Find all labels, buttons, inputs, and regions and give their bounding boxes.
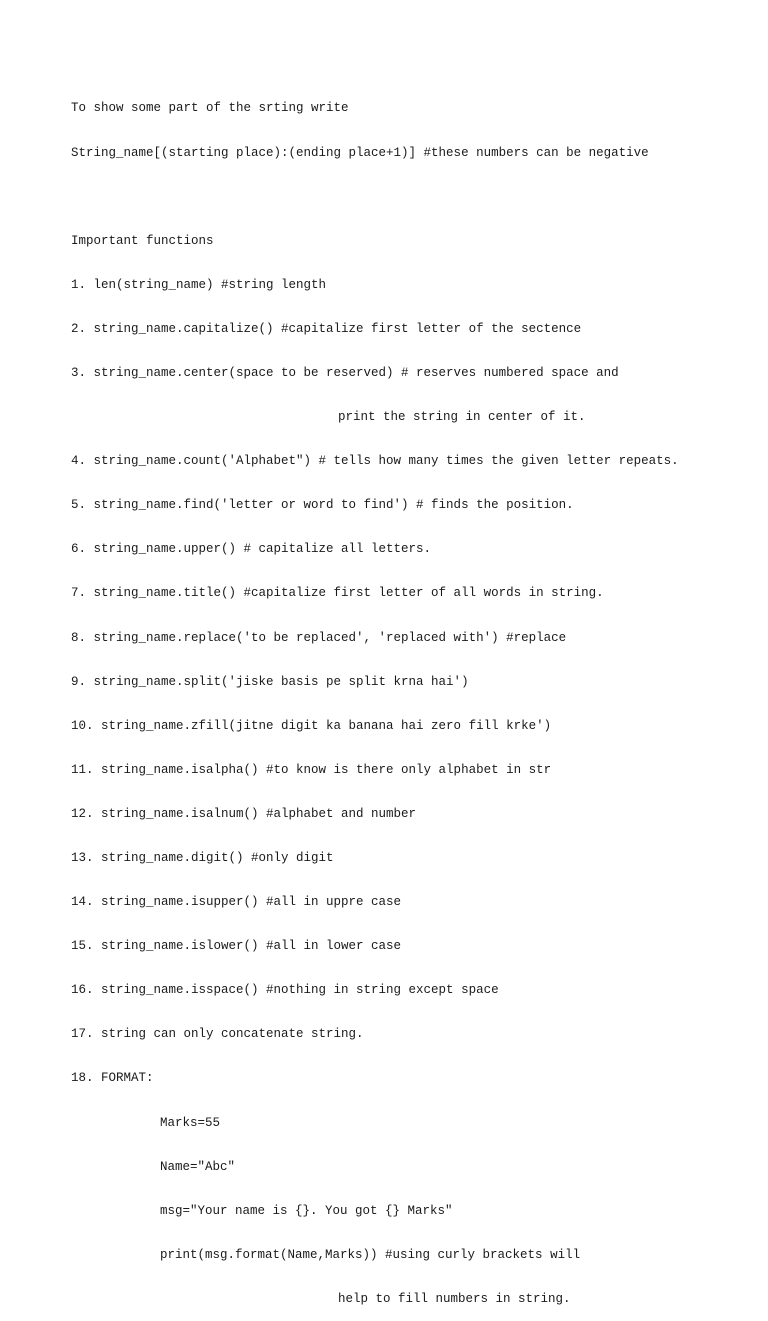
intro-line: String_name[(starting place):(ending place+1)] #these numbers can be negative <box>71 145 649 160</box>
format-example-line: msg="Your name is {}. You got {} Marks" <box>160 1203 453 1218</box>
document-body <box>71 72 761 1321</box>
list-item: 17. string can only concatenate string. <box>71 1027 364 1042</box>
list-item: 6. string_name.upper() # capitalize all letters. <box>71 542 432 557</box>
list-item: 3. string_name.center(space to be reserved) # reserves numbered space and <box>71 365 619 380</box>
list-item: 2. string_name.capitalize() #capitalize first letter of the sectence <box>71 321 582 336</box>
section-heading: Important functions <box>71 233 214 248</box>
list-item: 16. string_name.isspace() #nothing in string except space <box>71 983 499 998</box>
list-item: 14. string_name.isupper() #all in uppre case <box>71 895 402 910</box>
format-example-line: print(msg.format(Name,Marks)) #using curly brackets will <box>160 1247 581 1262</box>
list-item: 9. string_name.split('jiske basis pe split krna hai') <box>71 674 469 689</box>
list-item: 15. string_name.islower() #all in lower case <box>71 939 402 954</box>
list-item: 1. len(string_name) #string length <box>71 277 327 292</box>
list-item: 5. string_name.find('letter or word to find') # finds the position. <box>71 498 574 513</box>
format-example-line: Name="Abc" <box>160 1159 236 1174</box>
list-item: 7. string_name.title() #capitalize first letter of all words in string. <box>71 586 604 601</box>
list-item: 13. string_name.digit() #only digit <box>71 851 334 865</box>
list-item: 11. string_name.isalpha() #to know is there only alphabet in str <box>71 762 552 777</box>
list-item: 10. string_name.zfill(jitne digit ka banana hai zero fill krke') <box>71 718 552 733</box>
list-item: 18. FORMAT: <box>71 1071 154 1086</box>
list-item: 4. string_name.count('Alphabet") # tells how many times the given letter repeats. <box>71 454 679 469</box>
list-item: 8. string_name.replace('to be replaced', 'replaced with') #replace <box>71 630 567 645</box>
format-example-line: Marks=55 <box>160 1115 221 1130</box>
format-example-continuation: help to fill numbers in string. <box>338 1291 571 1306</box>
list-item: 12. string_name.isalnum() #alphabet and number <box>71 806 417 821</box>
blank-line <box>71 190 761 205</box>
list-item-continuation: print the string in center of it. <box>338 410 586 425</box>
intro-line: To show some part of the srting write <box>71 101 349 116</box>
